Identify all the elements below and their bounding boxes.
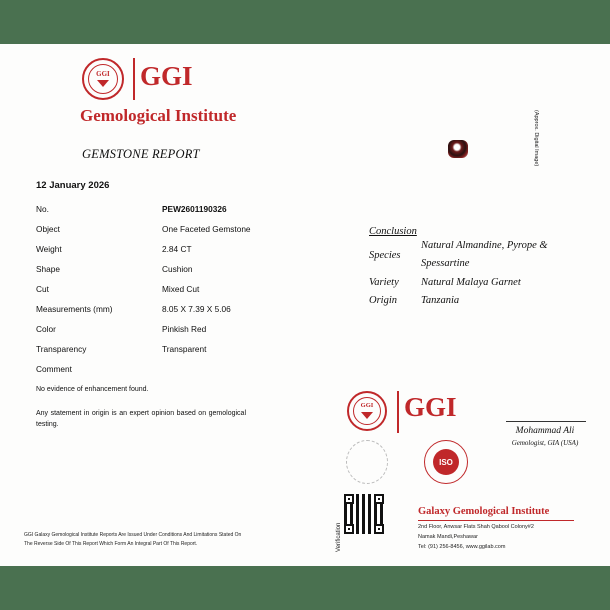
field-row-comment: [0, 364, 300, 376]
field-row-object: [0, 224, 300, 236]
comment-text: No evidence of enhancement found.: [36, 386, 149, 393]
footer-brand-logo-text: GGI: [404, 392, 457, 422]
signatory-name: Mohammad Ali: [515, 426, 575, 436]
species-value-line-1: Natural Almandine, Pyrope &: [421, 240, 548, 251]
contact-line: Tel: (91) 256-8456, www.ggilab.com: [418, 544, 506, 550]
iso-certified-badge: [424, 440, 468, 484]
footer-logo-divider: [397, 391, 399, 433]
field-row-weight: [0, 244, 300, 256]
disclaimer-line-2: The Reverse Side Of This Report Which Form An Integral Part Of This Report.: [24, 541, 198, 547]
field-label: Cut: [36, 284, 49, 294]
disclaimer-line-1: GGI Galaxy Gemological Institute Reports Are Issued Under Conditions And Limitations Stated On: [24, 532, 242, 538]
field-row-shape: [0, 264, 300, 276]
gemstone-report-document: [0, 44, 610, 566]
field-row-measurements: [0, 304, 300, 316]
logo-divider: [133, 58, 135, 100]
lab-stamp: [346, 440, 388, 484]
field-row-transparency: [0, 344, 300, 356]
field-value: Mixed Cut: [162, 284, 200, 294]
origin-label: Origin: [369, 295, 398, 306]
gemstone-image: [448, 140, 468, 158]
field-label: Object: [36, 224, 60, 234]
field-label: Shape: [36, 264, 60, 274]
comment-label: Comment: [36, 364, 72, 374]
field-label: No.: [36, 204, 49, 214]
signature-line: [506, 421, 586, 422]
report-title: GEMSTONE REPORT: [82, 147, 200, 161]
report-number: PEW2601190326: [162, 204, 227, 214]
field-label: Measurements (mm): [36, 304, 113, 314]
field-label: Transparency: [36, 344, 87, 354]
field-row-cut: [0, 284, 300, 296]
variety-label: Variety: [369, 277, 399, 288]
footer-ggi-seal-logo: [347, 391, 387, 431]
field-label: Color: [36, 324, 56, 334]
species-label: Species: [369, 250, 401, 261]
signatory-title: Gemologist, GIA (USA): [511, 439, 579, 447]
report-date: 12 January 2026: [36, 180, 110, 191]
variety-value: Natural Malaya Garnet: [421, 277, 521, 288]
iso-text: ISO: [433, 449, 459, 475]
diamond-icon: [97, 80, 109, 87]
field-value: One Faceted Gemstone: [162, 224, 251, 234]
field-row-color: [0, 324, 300, 336]
brand-logo-text: GGI: [140, 61, 193, 91]
field-label: Weight: [36, 244, 62, 254]
species-value-line-2: Spessartine: [421, 258, 470, 269]
field-value: 8.05 X 7.39 X 5.06: [162, 304, 231, 314]
company-underline: [418, 520, 574, 521]
address-line-1: 2nd Floor, Anwsar Flats Shah Qabool Colony#2: [418, 524, 534, 530]
origin-note: Any statement in origin is an expert opinion based on gemological testing.: [36, 410, 246, 428]
field-value: Pinkish Red: [162, 324, 207, 334]
field-value: 2.84 CT: [162, 244, 192, 254]
field-value: Cushion: [162, 264, 193, 274]
institute-name: Gemological Institute: [80, 106, 237, 125]
ggi-seal-logo: [82, 58, 124, 100]
diamond-icon: [361, 412, 373, 419]
verification-label: Verification: [336, 522, 342, 552]
image-caption: (Approx. Digital Image): [533, 110, 539, 167]
company-name: Galaxy Gemological Institute: [418, 506, 550, 517]
verification-qr-code[interactable]: [344, 494, 384, 534]
seal-text: GGI: [96, 69, 110, 78]
origin-value: Tanzania: [421, 295, 460, 306]
address-line-2: Namak Mandi,Peshawar: [418, 534, 478, 540]
field-value: Transparent: [162, 344, 207, 354]
conclusion-heading: Conclusion: [369, 226, 417, 237]
field-row-number: [0, 204, 300, 216]
seal-text: GGI: [360, 402, 374, 410]
